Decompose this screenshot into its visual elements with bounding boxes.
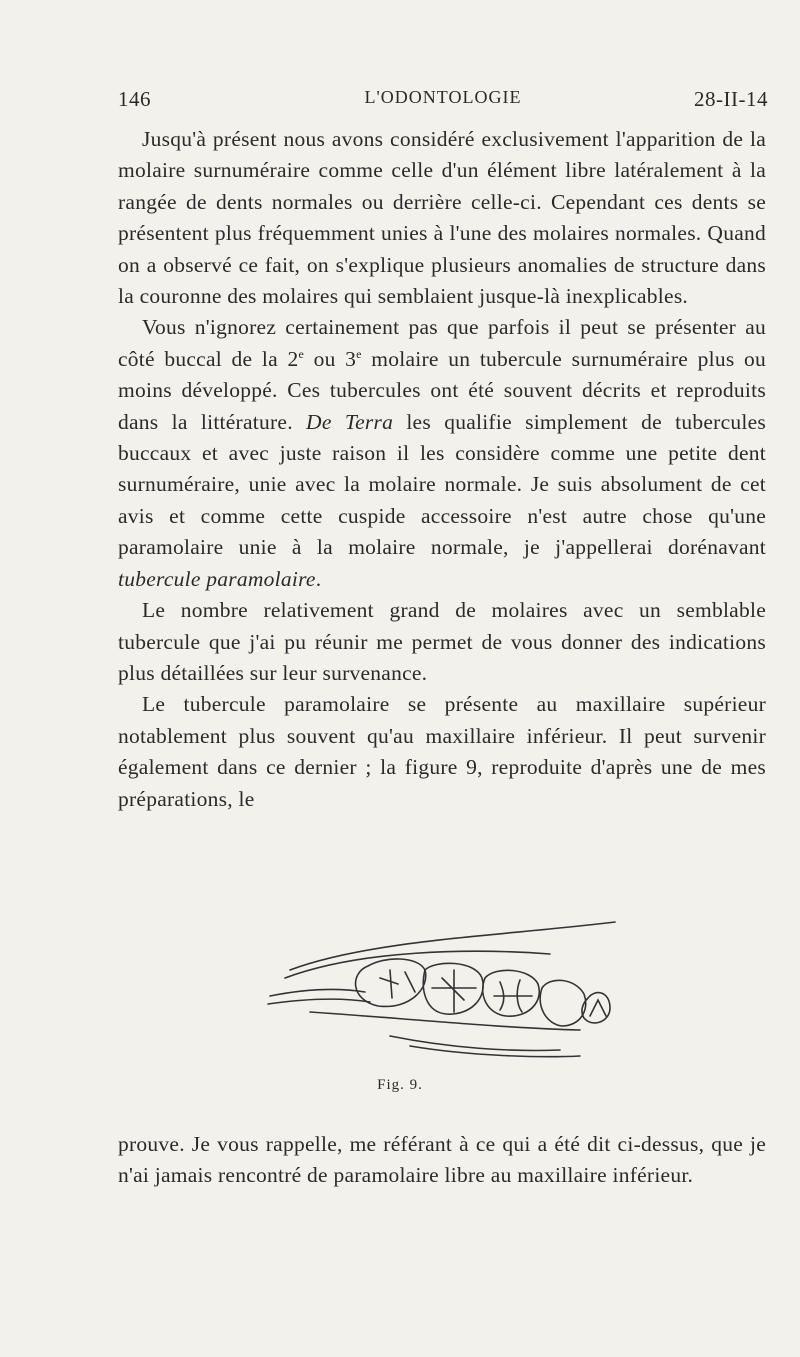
- paragraph-1: Jusqu'à présent nous avons considéré exclusivement l'apparition de la molaire surnuméraire comme celle d'un élément libre latéralement à la rangée de dents normales ou derrière celle-ci. Cependant ces dents se présentent plus fréquemment unies à l'une des molaires normales. Quand on a observé ce fait, on s'explique plusieurs anomalies de structure dans la couronne des molaires qui semblaient jusque-là inexplicables.: [118, 127, 766, 309]
- figure-caption: Fig. 9.: [377, 1077, 423, 1093]
- ordinal-superscript: e: [298, 346, 305, 361]
- continuation-text: [118, 1129, 766, 1192]
- journal-title: L'ODONTOLOGIE: [364, 87, 522, 107]
- italic-term: tubercule paramolaire: [118, 566, 316, 591]
- paragraph-2-text-d: les qualifie simplement de tubercules buccaux et avec juste raison il les considère comme une petite dent surnuméraire, unie avec la molaire normale. Je suis absolument de cet avis et comme cette cuspide accessoire n'est autre chose qu'une paramolaire unie à la molaire normale, je j'appellerai dorénavant: [118, 409, 766, 560]
- ordinal-superscript: e: [356, 346, 362, 361]
- paragraph-2-text-b: ou 3: [304, 346, 357, 371]
- paragraph-2: [118, 312, 766, 595]
- paragraph-4: Le tubercule paramolaire se présente au maxillaire supérieur notablement plus souvent qu'au maxillaire inférieur. Il peut survenir également dans ce dernier ; la figure 9, reproduite d'après une de mes préparations, le: [118, 692, 766, 811]
- paragraph-2-text-e: .: [315, 566, 322, 591]
- author-name: De Terra: [306, 409, 394, 434]
- paragraph-5: prouve. Je vous rappelle, me référant à ce qui a été dit ci-dessus, que je n'ai jamais rencontré de paramolaire libre au maxillaire inférieur.: [118, 1132, 766, 1188]
- running-header: [118, 87, 768, 117]
- paragraph-3: Le nombre relativement grand de molaires avec un semblable tubercule que j'ai pu réunir me permet de vous donner des indications plus détaillées sur leur survenance.: [118, 598, 766, 685]
- issue-date: 28-II-14: [694, 87, 768, 111]
- paragraph-2-text-a: Vous n'ignorez certainement pas que parfois il peut se présenter au côté buccal de la 2: [118, 315, 766, 371]
- page-number: 146: [118, 87, 151, 111]
- main-text: [118, 124, 766, 815]
- paragraph-2-text-c: molaire un tubercule surnuméraire plus ou moins développé. Ces tubercules ont été souvent décrits et reproduits dans la littérature.: [118, 346, 766, 434]
- mandible-molars-drawing: [250, 918, 620, 1068]
